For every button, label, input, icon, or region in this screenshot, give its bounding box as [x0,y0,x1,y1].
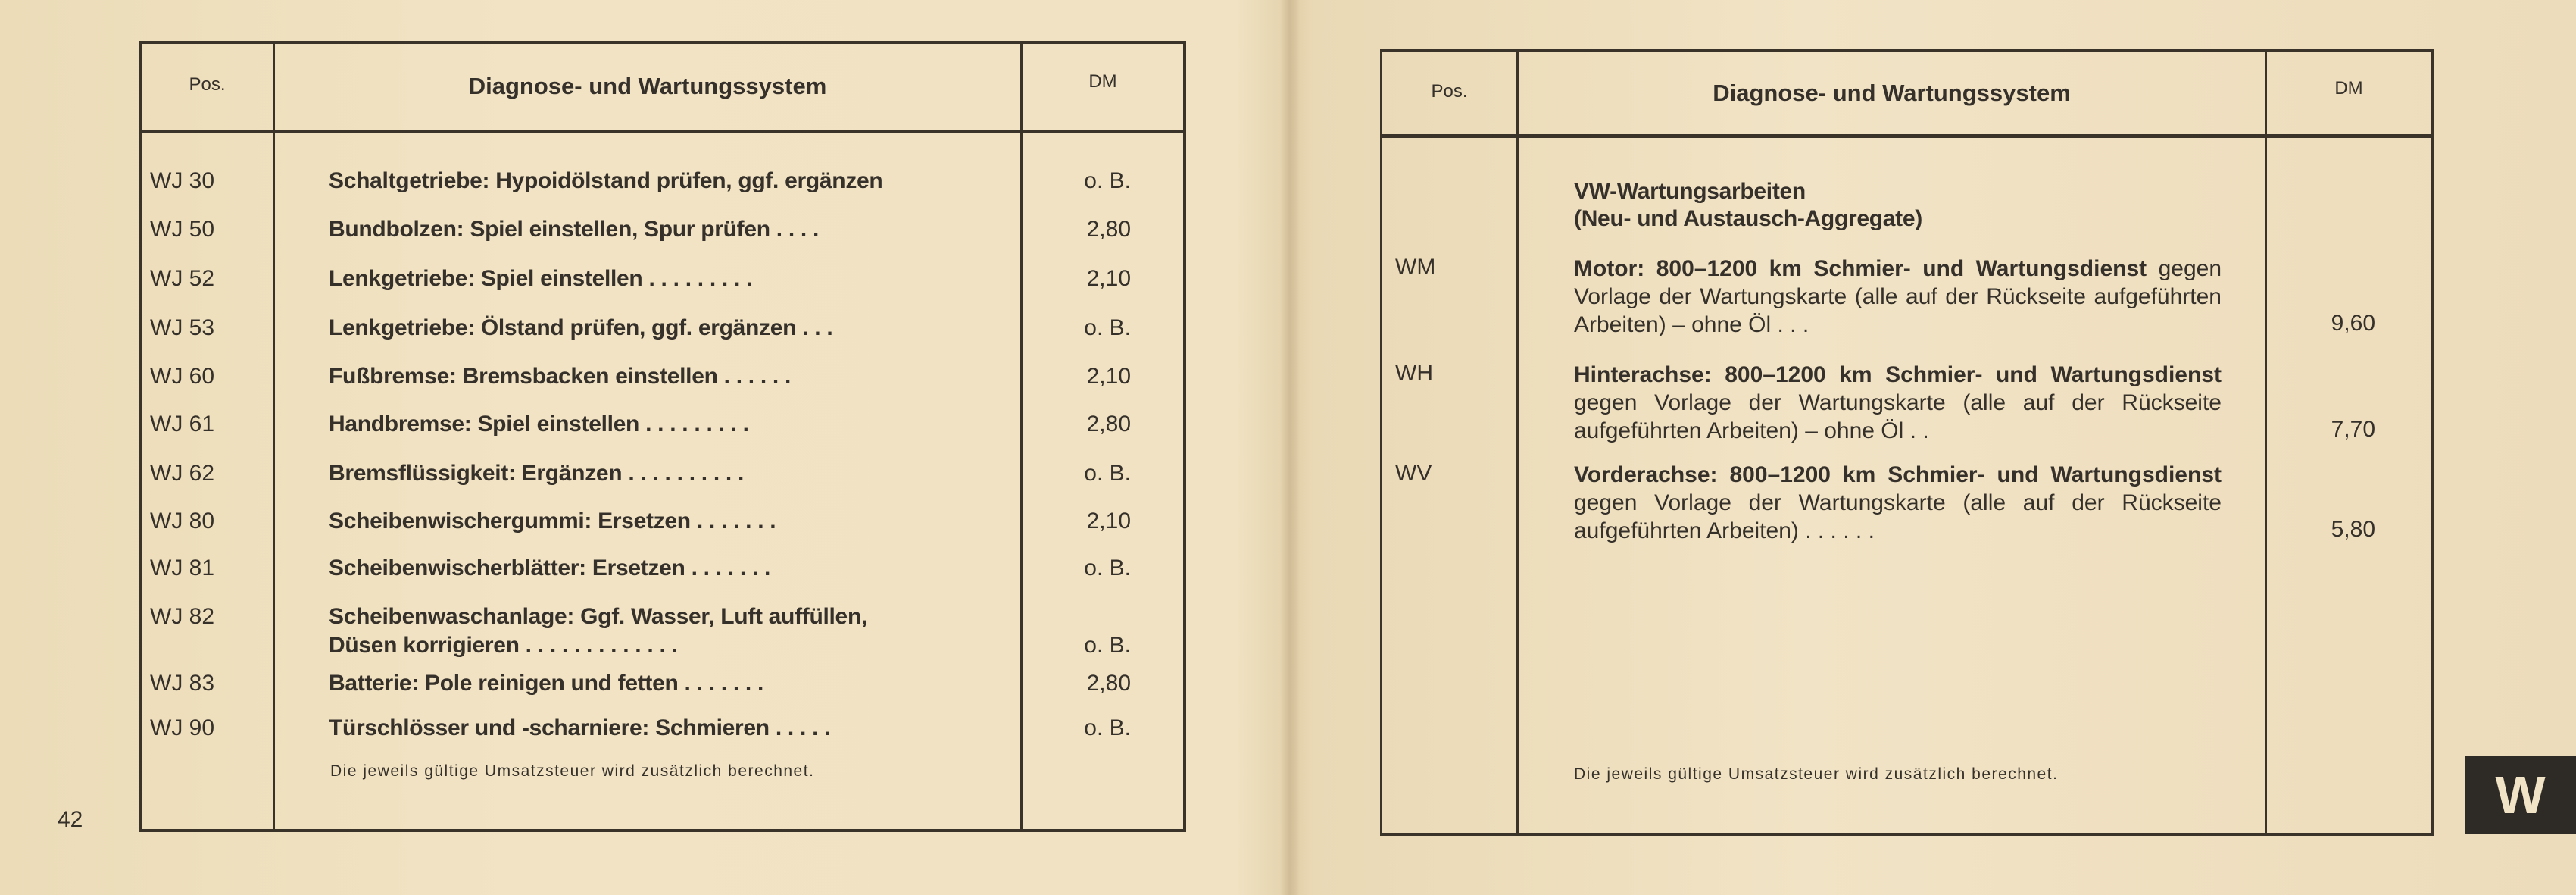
row-price: o. B. [1084,633,1131,658]
row-pos: WJ 80 [150,509,215,534]
page-number: 42 [58,807,83,832]
row-pos: WV [1395,461,1432,486]
row-pos: WH [1395,361,1433,386]
row-description: Türschlösser und -scharniere: Schmieren . . . . . [329,715,831,740]
row-description: Handbremse: Spiel einstellen . . . . . . . . . [329,412,749,437]
row-description: Scheibenwischerblätter: Ersetzen . . . . . . . [329,555,771,580]
column-divider [273,44,275,829]
header-divider [1382,134,2431,138]
section-title: VW-Wartungsarbeiten [1574,179,1806,204]
row-pos: WJ 52 [150,266,215,291]
left-footnote: Die jeweils gültige Umsatzsteuer wird zusätzlich berechnet. [330,762,815,780]
book-gutter [1280,0,1300,895]
row-pos: WJ 82 [150,604,215,629]
row-pos: WJ 61 [150,412,215,437]
row-title: Hinterachse: 800–1200 km Schmier- und Wartungsdienst [1574,362,2222,387]
column-divider [2265,52,2267,833]
row-text: gegen Vorlage der Wartungskarte (alle auf der Rückseite aufgeführten Arbeiten) – ohne Öl . . [1574,390,2222,443]
row-description: Batterie: Pole reinigen und fetten . . . . . . . [329,671,764,696]
row-description: Bundbolzen: Spiel einstellen, Spur prüfen . . . . [329,217,820,242]
row-description: Scheibenwaschanlage: Ggf. Wasser, Luft auffüllen, [329,604,867,629]
section-tab-w: W [2465,756,2576,834]
row-price: o. B. [1084,715,1131,740]
row-pos: WJ 60 [150,364,215,389]
header-divider [142,130,1183,133]
row-title: Motor: 800–1200 km Schmier- und Wartungsdienst [1574,256,2147,281]
row-pos: WJ 53 [150,315,215,340]
row-price: 2,10 [1086,364,1131,389]
header-dm: DM [1088,71,1117,92]
row-price: 2,80 [1086,412,1131,437]
row-text: gegen Vorlage der Wartungskarte (alle auf der Rückseite aufgeführten Arbeiten) – ohne Öl . . . [1574,256,2222,337]
row-description [1574,461,2222,545]
section-subtitle: (Neu- und Austausch-Aggregate) [1574,206,1922,231]
header-pos: Pos. [1431,81,1468,102]
row-price: 2,10 [1086,509,1131,534]
header-title: Diagnose- und Wartungssystem [1713,80,2071,106]
row-price: 2,10 [1086,266,1131,291]
row-description: Scheibenwischergummi: Ersetzen . . . . . . . [329,509,776,534]
column-divider [1020,44,1023,829]
row-price: 5,80 [2331,517,2375,542]
row-price: 9,60 [2331,311,2375,336]
header-title: Diagnose- und Wartungssystem [468,73,827,99]
row-pos: WM [1395,255,1436,280]
row-description: Schaltgetriebe: Hypoidölstand prüfen, ggf. ergänzen [329,168,883,193]
row-title: Vorderachse: 800–1200 km Schmier- und Wartungsdienst [1574,462,2222,487]
column-divider [1516,52,1519,833]
row-pos: WJ 81 [150,555,215,580]
header-pos: Pos. [189,74,226,95]
row-pos: WJ 30 [150,168,215,193]
row-price: o. B. [1084,461,1131,486]
row-description [1574,361,2222,445]
row-price: 2,80 [1086,671,1131,696]
row-pos: WJ 50 [150,217,215,242]
row-description: Lenkgetriebe: Spiel einstellen . . . . . . . . . [329,266,753,291]
row-description-cont: Düsen korrigieren . . . . . . . . . . . . . [329,633,678,658]
row-price: 7,70 [2331,417,2375,442]
row-text: gegen Vorlage der Wartungskarte (alle auf der Rückseite aufgeführten Arbeiten) . . . . . . [1574,490,2222,543]
row-pos: WJ 62 [150,461,215,486]
row-price: o. B. [1084,555,1131,580]
row-pos: WJ 90 [150,715,215,740]
row-price: o. B. [1084,315,1131,340]
row-pos: WJ 83 [150,671,215,696]
row-description: Fußbremse: Bremsbacken einstellen . . . . . . [329,364,792,389]
row-description: Lenkgetriebe: Ölstand prüfen, ggf. ergänzen . . . [329,315,833,340]
right-footnote: Die jeweils gültige Umsatzsteuer wird zusätzlich berechnet. [1574,765,2059,783]
row-price: 2,80 [1086,217,1131,242]
row-description [1574,255,2222,339]
row-description: Bremsflüssigkeit: Ergänzen . . . . . . . . . . [329,461,745,486]
header-dm: DM [2334,78,2363,99]
row-price: o. B. [1084,168,1131,193]
